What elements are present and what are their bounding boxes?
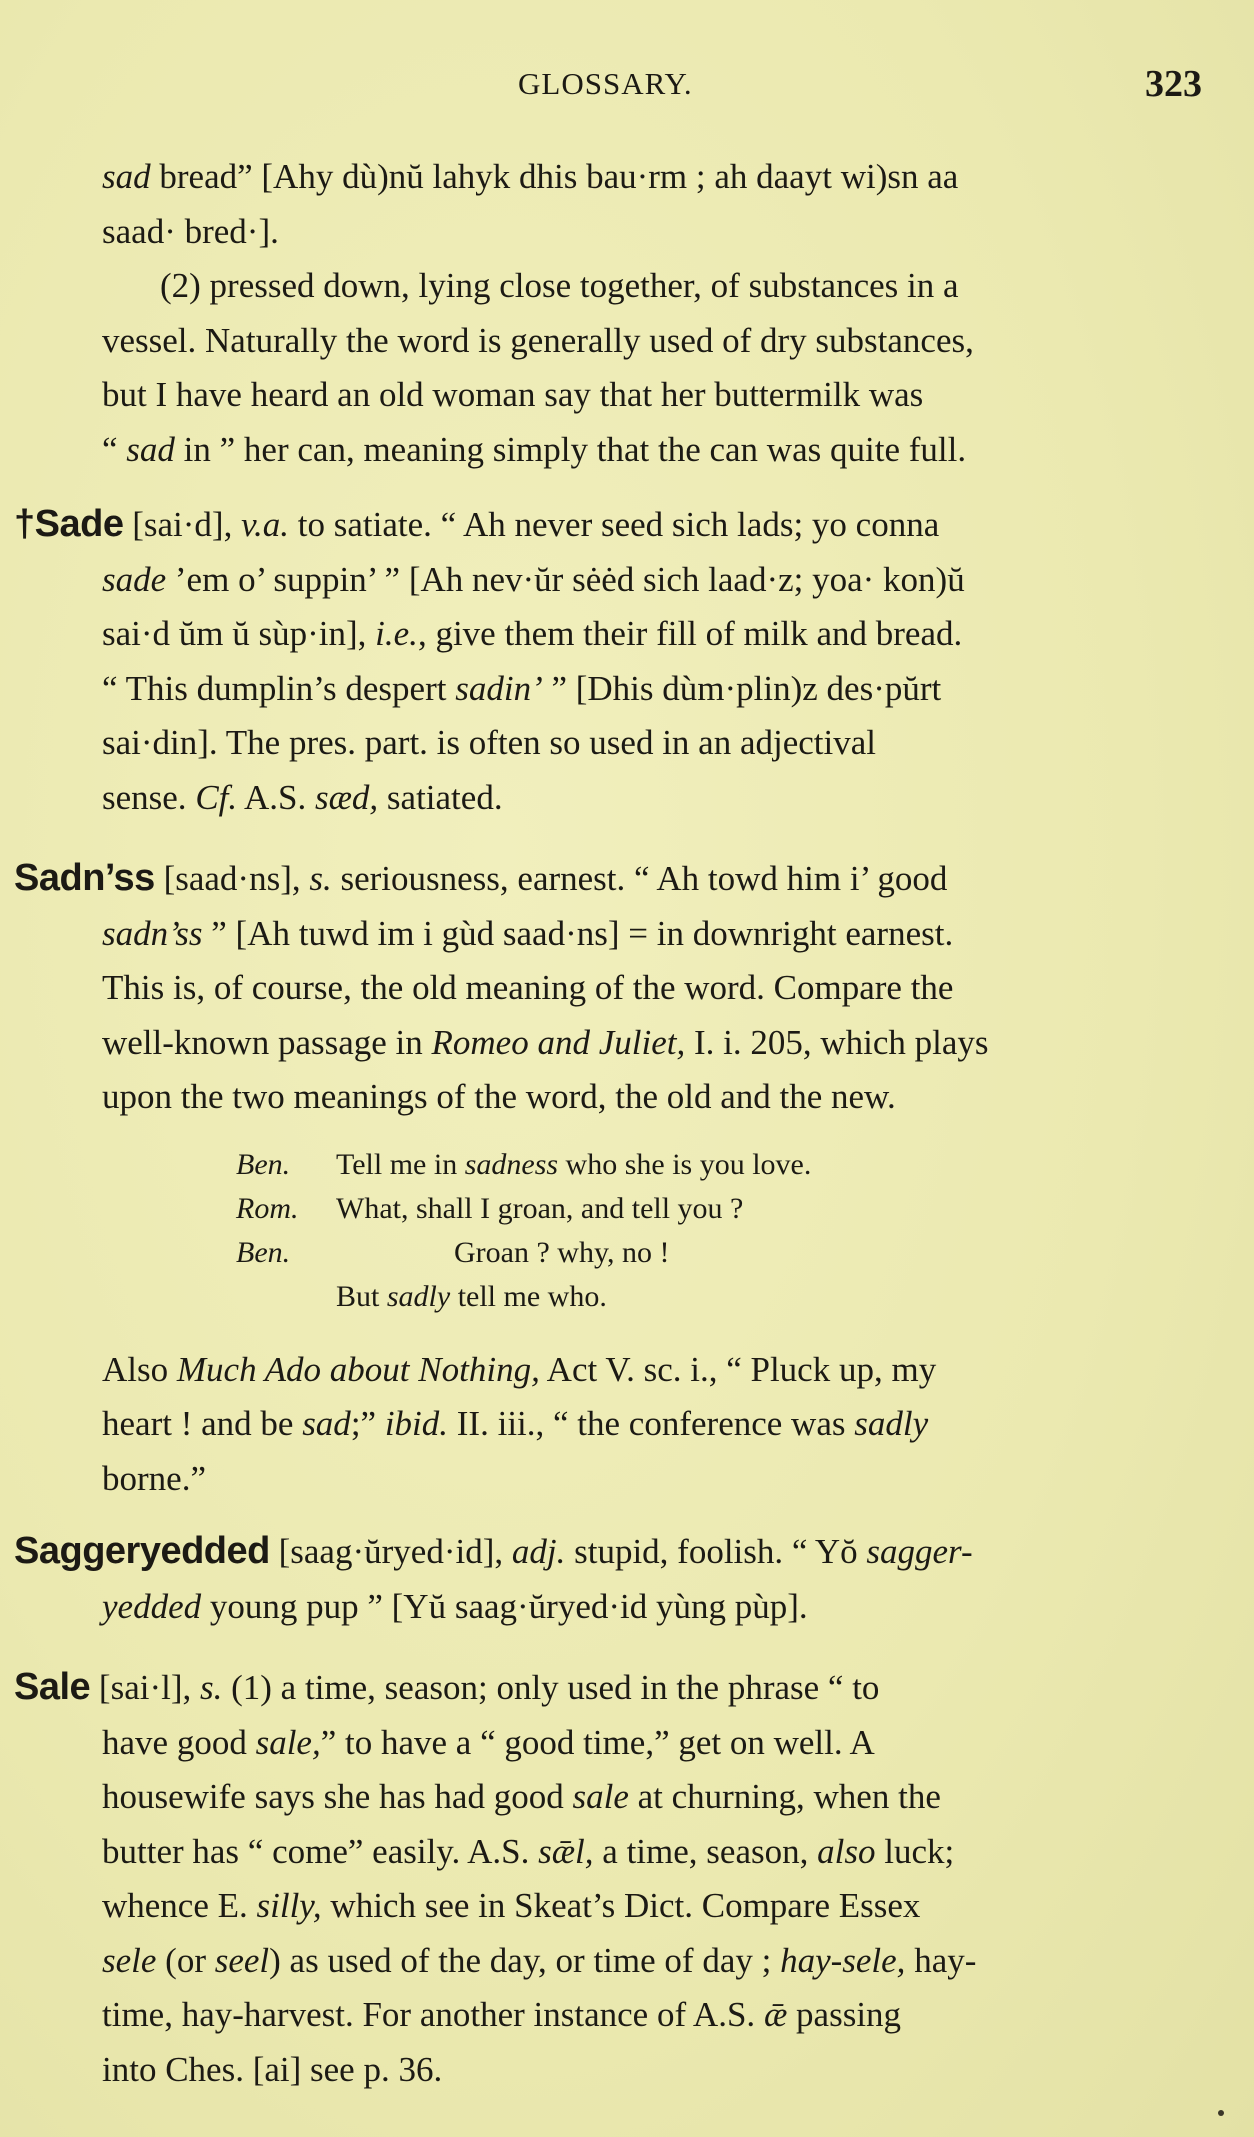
italic-word: ibid. xyxy=(384,1404,449,1443)
quote-line xyxy=(236,1187,1254,1231)
text-run: sai·d ŭm ŭ sùp·in], xyxy=(102,614,376,653)
text-run: ’em o’ suppin’ ” [Ah nev·ŭr sėėd sich laad·z; yoa· kon)ŭ xyxy=(166,559,965,599)
italic-word: sadn’ss xyxy=(102,913,203,953)
quote-line xyxy=(236,1143,1254,1187)
part-of-speech: s. xyxy=(309,859,332,898)
italic-word: sadin’ xyxy=(455,668,543,708)
headword: Sale xyxy=(14,1666,91,1708)
page-number: 323 xyxy=(1145,63,1202,105)
quotation-block xyxy=(0,1143,1254,1319)
text-line: vessel. Naturally the word is generally used of dry substances, xyxy=(102,320,974,360)
italic-word: sæd, xyxy=(314,777,379,817)
italic-word: sadness xyxy=(464,1147,559,1181)
entry-saggeryedded xyxy=(0,1524,1254,1634)
italic-word: sadly xyxy=(386,1279,451,1313)
italic-word: sade xyxy=(102,559,167,599)
continuation-paragraph xyxy=(0,150,1254,477)
text-run: to satiate. “ Ah never seed sich lads; yo conna xyxy=(289,505,940,544)
headword: Sadn’ss xyxy=(14,857,155,899)
part-of-speech: adj. xyxy=(511,1532,566,1571)
speaker-name: Ben. xyxy=(236,1235,291,1269)
text-line: saad· bred·]. xyxy=(102,211,279,251)
text-run: What, shall I groan, and tell you ? xyxy=(336,1191,744,1225)
text-run: ” to have a “ good time,” get on well. A xyxy=(320,1722,875,1762)
text-run: passing xyxy=(787,1995,902,2034)
headword: Saggeryedded xyxy=(14,1530,270,1572)
quote-line xyxy=(236,1231,1254,1275)
text-run: sense. xyxy=(102,777,196,817)
text-run: ” [Ah tuwd im i gùd saad·ns] = in downright earnest. xyxy=(202,913,954,953)
italic-word: also xyxy=(817,1831,876,1871)
italic-word: sad xyxy=(126,429,175,469)
page-header xyxy=(0,62,1254,106)
text-line: upon the two meanings of the word, the old and the new. xyxy=(102,1077,896,1116)
italic-word: yedded xyxy=(102,1586,202,1626)
text-run: luck; xyxy=(875,1831,955,1871)
text-run: young pup ” [Yŭ saag·ŭryed·id yùng pùp]. xyxy=(201,1586,808,1626)
italic-word: Romeo and Juliet, xyxy=(431,1022,686,1062)
text-run: Groan ? why, no ! xyxy=(454,1235,670,1269)
italic-word: sale xyxy=(572,1777,629,1816)
text-run: Tell me in xyxy=(336,1147,465,1181)
italic-word: sagger- xyxy=(866,1532,973,1571)
italic-word: sǣl, xyxy=(538,1831,594,1871)
text-run: have good xyxy=(102,1722,256,1762)
text-line: (2) pressed down, lying close together, of substances in a xyxy=(160,266,959,305)
text-line: sai·din]. The pres. part. is often so used in an adjectival xyxy=(102,723,876,762)
entry-sade xyxy=(0,497,1254,825)
text-run: ) as used of the day, or time of day ; xyxy=(269,1940,781,1980)
text-run: heart ! and be xyxy=(102,1404,303,1443)
entry-sale xyxy=(0,1660,1254,2097)
text-run: “ xyxy=(102,429,127,469)
text-run: seriousness, earnest. “ Ah towd him i’ good xyxy=(331,859,948,898)
italic-word: i.e. xyxy=(375,614,418,653)
text-run: a time, season, xyxy=(593,1831,818,1871)
text-run: stupid, foolish. “ Yŏ xyxy=(565,1532,867,1571)
headword: †Sade xyxy=(14,503,124,545)
print-speck xyxy=(1218,2110,1224,2116)
italic-title: Much Ado about Nothing, xyxy=(176,1349,540,1389)
text-run: housewife says she has had good xyxy=(102,1777,573,1816)
also-paragraph xyxy=(0,1343,1254,1507)
text-run: [saad·ns], xyxy=(154,859,310,898)
text-run: whence E. xyxy=(102,1886,257,1925)
text-run: II. iii., “ the conference was xyxy=(448,1404,855,1443)
text-run: ;” xyxy=(350,1404,385,1443)
italic-word: sad xyxy=(102,157,151,196)
italic-word: ǣ xyxy=(763,1995,788,2034)
italic-word: sad xyxy=(302,1404,351,1443)
italic-word: Cf. xyxy=(195,777,238,817)
text-run: Act V. sc. i., “ Pluck up, my xyxy=(539,1349,937,1389)
quote-line xyxy=(236,1275,1254,1319)
italic-word: sele xyxy=(102,1940,157,1980)
text-line: into Ches. [ai] see p. 36. xyxy=(102,2049,443,2089)
text-run: [sai·l], xyxy=(90,1668,200,1707)
text-run: which see in Skeat’s Dict. Compare Essex xyxy=(321,1886,921,1925)
text-run: at churning, when the xyxy=(628,1777,941,1816)
text-run: satiated. xyxy=(378,777,503,817)
text-run: well-known passage in xyxy=(102,1022,432,1062)
text-line: but I have heard an old woman say that her buttermilk was xyxy=(102,375,924,414)
text-line: borne.” xyxy=(102,1458,206,1498)
text-run: hay- xyxy=(905,1940,977,1980)
text-run: ” [Dhis dùm·plin)z des·pŭrt xyxy=(542,668,942,708)
text-run: tell me who. xyxy=(450,1279,607,1313)
text-run: butter has “ come” easily. A.S. xyxy=(102,1831,539,1871)
part-of-speech: v.a. xyxy=(241,505,290,544)
text-run: in ” her can, meaning simply that the can was quite full. xyxy=(174,429,967,469)
speaker-name: Ben. xyxy=(236,1147,291,1181)
text-run: [sai·d], xyxy=(123,505,242,544)
italic-word: hay-sele, xyxy=(780,1940,906,1980)
text-run: I. i. 205, which plays xyxy=(685,1022,989,1062)
text-run: Also xyxy=(102,1349,177,1389)
speaker-name: Rom. xyxy=(236,1191,299,1225)
text-run: , give them their fill of milk and bread. xyxy=(417,614,963,653)
text-run: (or xyxy=(156,1940,215,1980)
text-run: A.S. xyxy=(237,777,315,817)
text-run: [saag·ŭryed·id], xyxy=(269,1532,512,1571)
italic-word: silly, xyxy=(256,1886,322,1925)
text-line: This is, of course, the old meaning of the word. Compare the xyxy=(102,968,954,1007)
italic-word: sadly xyxy=(854,1404,929,1443)
text-run: time, hay-harvest. For another instance of A.S. xyxy=(102,1995,764,2034)
italic-word: seel xyxy=(214,1940,270,1980)
text-run: who she is you love. xyxy=(558,1147,812,1181)
part-of-speech: s. xyxy=(200,1668,223,1707)
text-run: bread” [Ahy dù)nŭ lahyk dhis bau·rm ; ah daayt wi)sn aa xyxy=(150,157,959,196)
text-run: But xyxy=(336,1279,387,1313)
entry-sadnss xyxy=(0,851,1254,1125)
text-run: “ This dumplin’s despert xyxy=(102,668,456,708)
italic-word: sale, xyxy=(255,1722,321,1762)
glossary-body xyxy=(0,150,1254,2097)
text-run: (1) a time, season; only used in the phrase “ to xyxy=(222,1668,880,1707)
running-head: GLOSSARY. xyxy=(518,66,693,101)
